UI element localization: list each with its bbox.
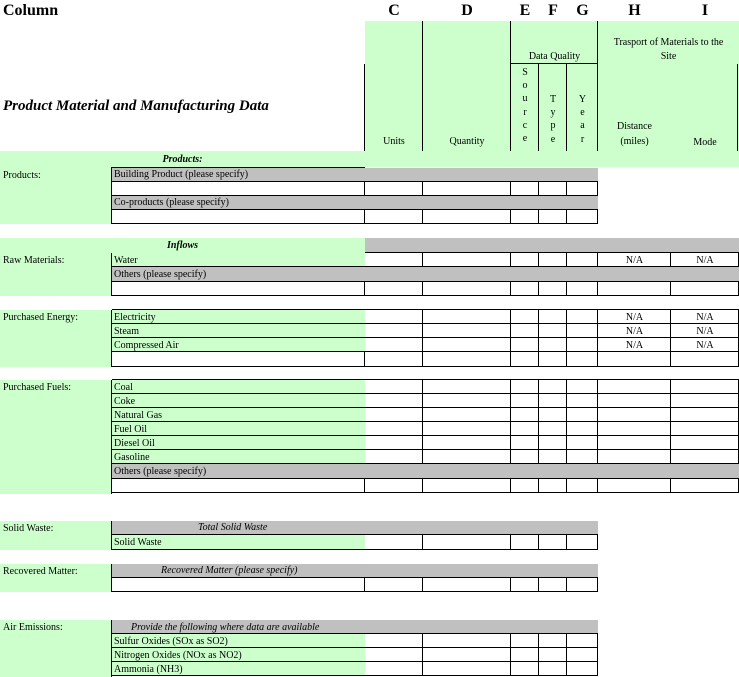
electricity-type[interactable] [539, 310, 567, 324]
energy-label: Purchased Energy: [3, 312, 79, 323]
fuel-year[interactable] [567, 408, 598, 422]
steam-quantity[interactable] [423, 324, 511, 338]
compressed-air-quantity[interactable] [423, 338, 511, 352]
nh3-units[interactable] [365, 662, 423, 676]
raw-others-type[interactable] [539, 282, 567, 296]
header-quantity: Quantity [449, 136, 485, 147]
recovered-units[interactable] [365, 578, 423, 592]
inflows-header: Inflows [166, 240, 199, 251]
inflows-gray-bar [365, 238, 739, 253]
raw-others-source[interactable] [511, 282, 539, 296]
building-product-quantity[interactable] [423, 182, 511, 196]
fuel-year[interactable] [567, 422, 598, 436]
building-product-units[interactable] [365, 182, 423, 196]
fuel-quantity[interactable] [423, 394, 511, 408]
energy-blank-entry[interactable] [112, 352, 365, 367]
fuel-source[interactable] [511, 394, 539, 408]
solid-waste-quantity[interactable] [423, 535, 511, 550]
header-transport-1: Trasport of Materials to the [613, 37, 724, 48]
solid-waste-label: Solid Waste: [3, 523, 54, 534]
water-mode-na: N/A [696, 255, 714, 266]
raw-others-quantity[interactable] [423, 282, 511, 296]
fuel-type[interactable] [539, 436, 567, 450]
fuels-others-year[interactable] [567, 479, 598, 493]
nox-units[interactable] [365, 648, 423, 662]
raw-others-label: Others (please specify) [114, 269, 207, 280]
fuel-quantity[interactable] [423, 450, 511, 464]
coproducts-type[interactable] [539, 210, 567, 224]
column-g: G [576, 2, 589, 19]
header-distance-1: Distance [617, 121, 652, 132]
fuels-others-source[interactable] [511, 479, 539, 493]
raw-others-year[interactable] [567, 282, 598, 296]
fuel-label: Diesel Oil [114, 438, 155, 449]
building-product-entry[interactable] [112, 182, 365, 196]
raw-others-entry[interactable] [112, 282, 365, 296]
solid-waste-item-label: Solid Waste [114, 537, 162, 548]
water-distance-na: N/A [625, 255, 644, 266]
compressed-air-source[interactable] [511, 338, 539, 352]
fuel-year[interactable] [567, 450, 598, 464]
compressed-air-year[interactable] [567, 338, 598, 352]
nh3-year[interactable] [567, 662, 598, 676]
steam-year[interactable] [567, 324, 598, 338]
fuel-row [112, 422, 365, 436]
water-label: Water [114, 255, 138, 266]
sox-year[interactable] [567, 634, 598, 648]
fuel-year[interactable] [567, 436, 598, 450]
compressed-air-label: Compressed Air [114, 340, 179, 351]
fuel-mode[interactable] [671, 394, 739, 408]
fuels-others-entry[interactable] [112, 479, 365, 493]
compressed-air-mode-na: N/A [696, 340, 714, 351]
fuels-others-type[interactable] [539, 479, 567, 493]
fuel-units[interactable] [365, 450, 423, 464]
fuel-distance[interactable] [598, 422, 671, 436]
sox-quantity[interactable] [423, 634, 511, 648]
nox-label: Nitrogen Oxides (NOx as NO2) [114, 650, 242, 661]
fuel-label: Gasoline [114, 452, 150, 463]
electricity-quantity[interactable] [423, 310, 511, 324]
coproducts-quantity[interactable] [423, 210, 511, 224]
water-quantity[interactable] [423, 253, 511, 267]
compressed-air-type[interactable] [539, 338, 567, 352]
fuel-source[interactable] [511, 450, 539, 464]
fuel-units[interactable] [365, 408, 423, 422]
nox-quantity[interactable] [423, 648, 511, 662]
steam-units[interactable] [365, 324, 423, 338]
header-source: S o u r c e [522, 67, 528, 145]
column-label: Column [3, 2, 59, 19]
fuels-others-quantity[interactable] [423, 479, 511, 493]
nh3-quantity[interactable] [423, 662, 511, 676]
steam-distance-na: N/A [625, 326, 644, 337]
fuels-others-label: Others (please specify) [114, 466, 207, 477]
fuel-quantity[interactable] [423, 380, 511, 394]
electricity-label: Electricity [114, 312, 156, 323]
fuels-others-distance[interactable] [598, 479, 671, 493]
raw-others-units[interactable] [365, 282, 423, 296]
nh3-label: Ammonia (NH3) [114, 664, 183, 675]
raw-others-mode[interactable] [671, 282, 739, 296]
recovered-entry[interactable] [112, 578, 365, 592]
recovered-specify-label: Recovered Matter (please specify) [161, 565, 298, 576]
header-units: Units [383, 136, 405, 147]
fuel-mode[interactable] [671, 408, 739, 422]
coproducts-units[interactable] [365, 210, 423, 224]
solid-waste-year[interactable] [567, 535, 598, 550]
energy-blank-mode[interactable] [671, 352, 739, 367]
fuel-quantity[interactable] [423, 436, 511, 450]
fuel-quantity[interactable] [423, 422, 511, 436]
compressed-air-units[interactable] [365, 338, 423, 352]
electricity-mode-na: N/A [696, 312, 714, 323]
fuels-others-mode[interactable] [671, 479, 739, 493]
fuel-source[interactable] [511, 380, 539, 394]
nh3-source[interactable] [511, 662, 539, 676]
sox-label: Sulfur Oxides (SOx as SO2) [114, 636, 228, 647]
fuel-type[interactable] [539, 408, 567, 422]
column-h: H [628, 2, 641, 19]
fuel-label: Coke [114, 396, 136, 407]
fuels-label-box [0, 380, 112, 494]
water-row [112, 253, 365, 267]
water-units[interactable] [365, 253, 423, 267]
fuel-type[interactable] [539, 450, 567, 464]
steam-label: Steam [114, 326, 139, 337]
header-year: Y e a r [578, 94, 587, 145]
fuel-row [112, 394, 365, 408]
fuel-distance[interactable] [598, 380, 671, 394]
building-product-type[interactable] [539, 182, 567, 196]
fuel-units[interactable] [365, 380, 423, 394]
nox-type[interactable] [539, 648, 567, 662]
energy-blank-quantity[interactable] [423, 352, 511, 367]
water-year[interactable] [567, 253, 598, 267]
products-label: Products: [3, 170, 41, 181]
electricity-source[interactable] [511, 310, 539, 324]
energy-blank-source[interactable] [511, 352, 539, 367]
fuel-quantity[interactable] [423, 408, 511, 422]
header-distance-2: (miles) [620, 136, 649, 147]
energy-blank-year[interactable] [567, 352, 598, 367]
fuel-distance[interactable] [598, 450, 671, 464]
fuel-label: Coal [114, 382, 133, 393]
sox-type[interactable] [539, 634, 567, 648]
fuel-label: Natural Gas [114, 410, 163, 421]
solid-waste-source[interactable] [511, 535, 539, 550]
fuel-mode[interactable] [671, 450, 739, 464]
column-e: E [519, 2, 531, 19]
header-mode: Mode [693, 137, 717, 148]
recovered-quantity[interactable] [423, 578, 511, 592]
coproducts-entry[interactable] [112, 210, 365, 224]
electricity-distance-na: N/A [625, 312, 644, 323]
sox-units[interactable] [365, 634, 423, 648]
fuel-units[interactable] [365, 422, 423, 436]
water-source[interactable] [511, 253, 539, 267]
column-i: I [701, 2, 709, 19]
fuel-units[interactable] [365, 394, 423, 408]
fuel-year[interactable] [567, 394, 598, 408]
air-emissions-label: Air Emissions: [3, 622, 63, 633]
raw-materials-label: Raw Materials: [3, 255, 65, 266]
building-product-source[interactable] [511, 182, 539, 196]
steam-mode-na: N/A [696, 326, 714, 337]
fuel-type[interactable] [539, 422, 567, 436]
header-type: T y p e [549, 94, 557, 145]
fuels-label: Purchased Fuels: [3, 382, 72, 393]
header-transport-2: Site [660, 51, 677, 62]
sox-source[interactable] [511, 634, 539, 648]
fuels-others-units[interactable] [365, 479, 423, 493]
steam-row [112, 324, 365, 338]
nox-year[interactable] [567, 648, 598, 662]
coproducts-label: Co-products (please specify) [114, 197, 229, 208]
energy-blank-units[interactable] [365, 352, 423, 367]
column-f: F [548, 2, 558, 19]
energy-blank-distance[interactable] [598, 352, 671, 367]
column-c: C [388, 2, 400, 19]
energy-blank-type[interactable] [539, 352, 567, 367]
electricity-units[interactable] [365, 310, 423, 324]
coproducts-year[interactable] [567, 210, 598, 224]
recovered-year[interactable] [567, 578, 598, 592]
recovered-label: Recovered Matter: [3, 566, 78, 577]
steam-type[interactable] [539, 324, 567, 338]
fuel-distance[interactable] [598, 436, 671, 450]
fuel-source[interactable] [511, 422, 539, 436]
products-header: Products: [162, 154, 203, 165]
fuel-mode[interactable] [671, 422, 739, 436]
fuel-row [112, 380, 365, 394]
fuel-source[interactable] [511, 408, 539, 422]
nox-source[interactable] [511, 648, 539, 662]
nh3-type[interactable] [539, 662, 567, 676]
fuel-year[interactable] [567, 380, 598, 394]
coproducts-source[interactable] [511, 210, 539, 224]
solid-waste-type[interactable] [539, 535, 567, 550]
fuel-source[interactable] [511, 436, 539, 450]
fuel-mode[interactable] [671, 436, 739, 450]
recovered-source[interactable] [511, 578, 539, 592]
page-title: Product Material and Manufacturing Data [3, 98, 269, 114]
air-provide-label: Provide the following where data are available [131, 622, 320, 633]
recovered-type[interactable] [539, 578, 567, 592]
compressed-air-distance-na: N/A [625, 340, 644, 351]
fuel-type[interactable] [539, 394, 567, 408]
header-data-quality: Data Quality [528, 51, 581, 62]
raw-others-distance[interactable] [598, 282, 671, 296]
electricity-year[interactable] [567, 310, 598, 324]
fuel-distance[interactable] [598, 394, 671, 408]
steam-source[interactable] [511, 324, 539, 338]
water-type[interactable] [539, 253, 567, 267]
fuel-type[interactable] [539, 380, 567, 394]
fuel-distance[interactable] [598, 408, 671, 422]
fuel-mode[interactable] [671, 380, 739, 394]
fuel-units[interactable] [365, 436, 423, 450]
total-solid-waste-bar [112, 521, 598, 535]
solid-waste-units[interactable] [365, 535, 423, 550]
total-solid-waste-label: Total Solid Waste [198, 522, 268, 533]
building-product-year[interactable] [567, 182, 598, 196]
building-product-label: Building Product (please specify) [114, 169, 249, 180]
fuel-label: Fuel Oil [114, 424, 148, 435]
column-d: D [461, 2, 473, 19]
